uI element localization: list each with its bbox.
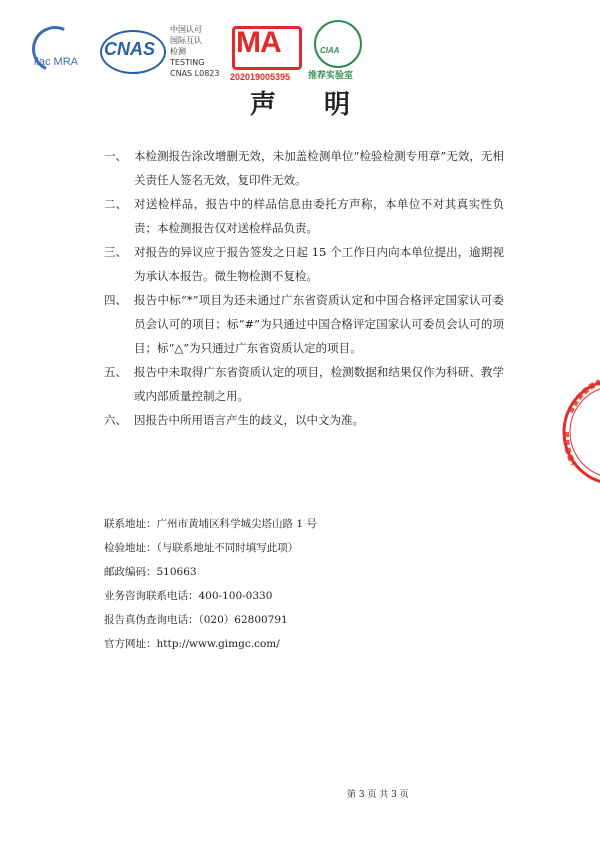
list-item: 一、 本检测报告涂改增删无效，未加盖检测单位“检验检测专用章”无效，无相关责任人签名无效，复印件无效。 <box>104 149 504 187</box>
cnas-logo: CNAS <box>98 22 168 76</box>
contact-address: 联系地址：广州市黄埔区科学城尖塔山路 1 号 <box>104 518 317 530</box>
verify-phone: 报告真伪查询电话：（020）62800791 <box>104 614 288 626</box>
test-address: 检验地址：（与联系地址不同时填写此项） <box>104 542 299 554</box>
list-item: 四、 报告中标“*”项目为还未通过广东省资质认定和中国合格评定国家认可委员会认可的项目；标“#”为只通过中国合格评定国家认可委员会认可的项目；标“△”为只通过广东省资质认定的项目。 <box>104 293 504 355</box>
page-number: 第 3 页 共 3 页 <box>347 790 409 800</box>
list-item: 三、 对报告的异议应于报告签发之日起 15 个工作日内向本单位提出，逾期视为承认本报告。微生物检测不复检。 <box>104 245 504 283</box>
postcode: 邮政编码：510663 <box>104 566 197 578</box>
page-title: 声明 <box>249 90 398 120</box>
header-logos <box>0 12 600 84</box>
cnas-info-text: 中国认可 国际互认 检测 TESTING CNAS L0823 <box>170 25 220 78</box>
ciaa-logo: CIAA 推荐实验室 <box>306 18 368 84</box>
cma-number: 202019005395 <box>230 72 291 82</box>
cma-logo: MA 202019005395 <box>228 22 304 84</box>
declaration-list <box>104 144 504 432</box>
business-phone: 业务咨询联系电话：400-100-0330 <box>104 590 273 602</box>
list-item: 六、 因报告中所用语言产生的歧义，以中文为准。 <box>104 413 364 427</box>
list-item: 二、 对送检样品，报告中的样品信息由委托方声称，本单位不对其真实性负责；本检测报告仅对送检样品负责。 <box>104 197 504 235</box>
ilac-mra-logo: ilac MRA <box>28 26 94 76</box>
official-seal-stamp <box>556 372 600 492</box>
contact-info <box>104 512 317 656</box>
list-item: 五、 报告中未取得广东省资质认定的项目，检测数据和结果仅作为科研、教学或内部质量控制之用。 <box>104 365 504 403</box>
website: 官方网址：http://www.gimgc.com/ <box>104 638 280 650</box>
